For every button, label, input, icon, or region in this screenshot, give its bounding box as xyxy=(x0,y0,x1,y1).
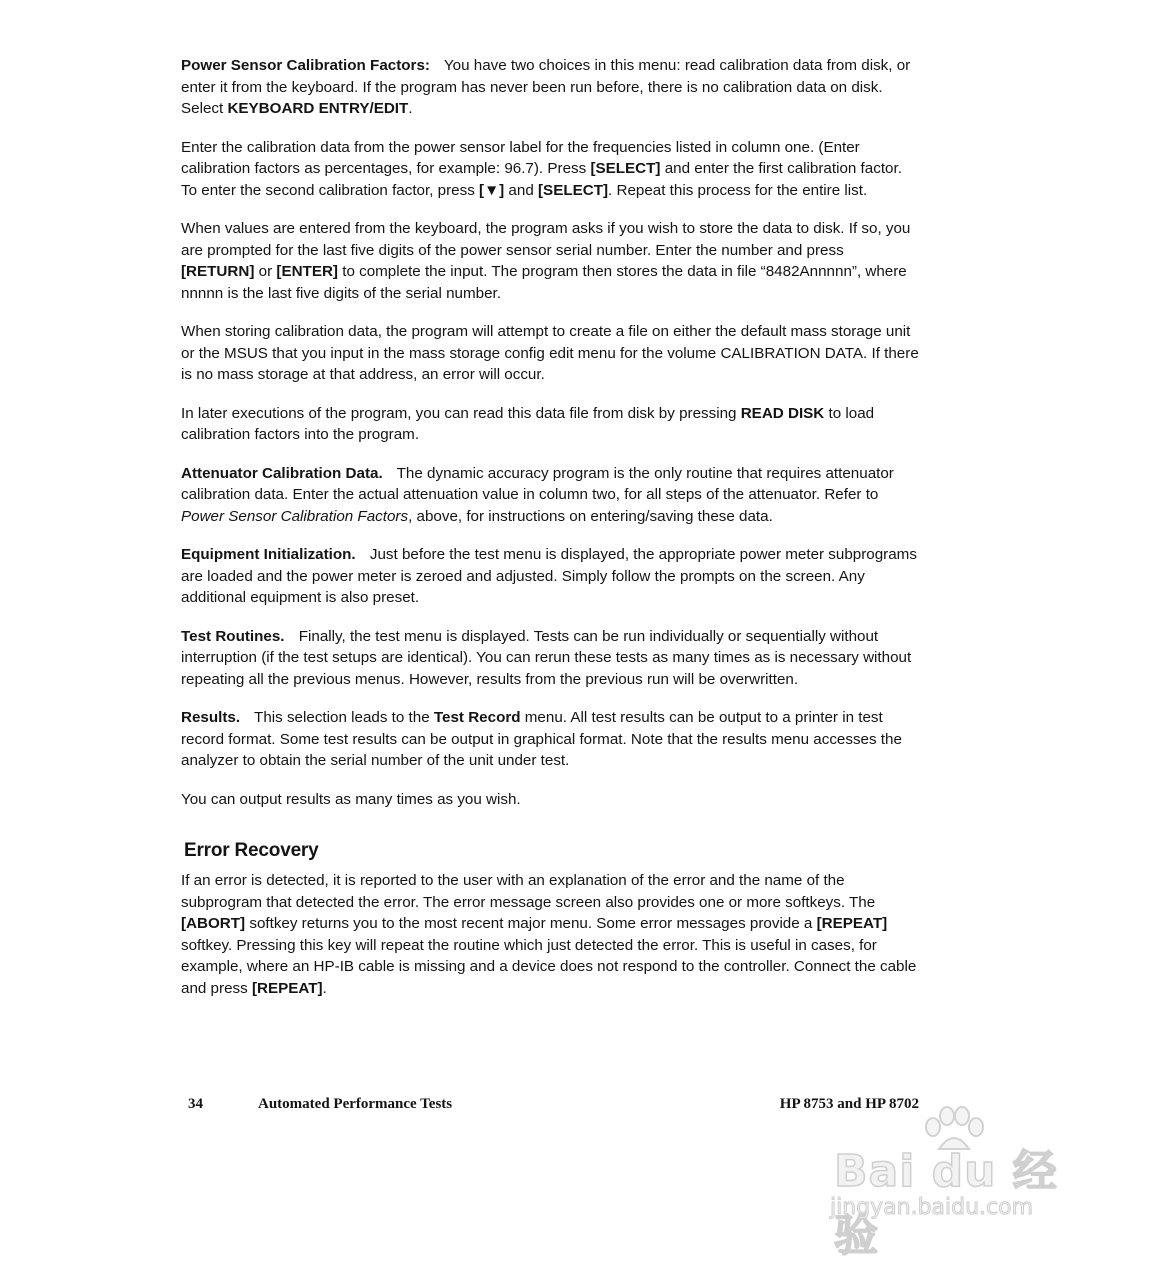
error-recovery-title: Error Recovery xyxy=(184,840,319,861)
page-number: 34 xyxy=(188,1096,203,1112)
results-heading: Results. xyxy=(181,709,241,726)
abort-key: [ABORT] xyxy=(181,915,246,932)
results-paragraph: Results. This selection leads to the Test Record menu. All test results can be output to a printer in test record format. Some test results can be output in graphical format. Note that the results menu accesses the analyzer to obtain the serial number of the unit under test. xyxy=(181,709,902,769)
keyboard-entry-key: KEYBOARD ENTRY/EDIT xyxy=(227,100,409,117)
equipment-paragraph: Equipment Initialization. Just before the test menu is displayed, the appropriate power meter subprograms are loaded and the power meter is zeroed and adjusted. Simply follow the prompts on the screen. Any additional equipment is also preset. xyxy=(181,546,917,606)
power-sensor-read-disk-paragraph: In later executions of the program, you can read this data file from disk by pressing READ DISK to load calibration factors into the program. xyxy=(181,404,875,443)
test-routines-heading: Test Routines. xyxy=(181,627,285,645)
return-key: [RETURN] xyxy=(181,263,255,280)
read-disk-key: READ DISK xyxy=(740,404,825,422)
equipment-heading: Equipment Initialization. xyxy=(181,546,356,563)
attenuator-paragraph: Attenuator Calibration Data. The dynamic accuracy program is the only routine that requires attenuator calibration data. Enter the actual attenuation value in column two, for all steps of the attenuator. Refer to Power Sensor Calibration Factors, above, for instructions on entering/saving these data. xyxy=(181,464,894,525)
footer-product: HP 8753 and HP 8702 xyxy=(779,1096,919,1112)
footer-section: Automated Performance Tests xyxy=(258,1096,453,1112)
select-key: [SELECT] xyxy=(590,160,661,177)
power-sensor-heading: Power Sensor Calibration Factors: xyxy=(181,57,430,74)
repeat-key: [REPEAT] xyxy=(816,915,888,932)
power-sensor-entry-paragraph: Enter the calibration data from the power sensor label for the frequencies listed in column one. (Enter calibration factors as percentages, for example: 96.7). Press [SELECT] and enter the first calibration factor. To enter the second calibration factor, press [▼] and [SELECT]. Repeat this process for the entire list. xyxy=(181,138,902,199)
power-sensor-reference: Power Sensor Calibration Factors xyxy=(181,507,409,525)
watermark-url: jingyan.baidu.com xyxy=(830,1195,1034,1220)
baidu-watermark xyxy=(826,1105,1096,1261)
select-key: [SELECT] xyxy=(538,181,609,199)
power-sensor-mass-storage-paragraph: When storing calibration data, the program will attempt to create a file on either the default mass storage unit or the MSUS that you input in the mass storage config edit menu for the volume CALIBRATION DATA. If there is no mass storage at that address, an error will occur. xyxy=(181,323,919,383)
results-output-paragraph: You can output results as many times as you wish. xyxy=(181,790,521,808)
test-routines-paragraph: Test Routines. Finally, the test menu is displayed. Tests can be run individually or sequentially without interruption (if the test setups are identical). You can rerun these tests as many times as is necessary without repeating all the previous menus. However, results from the previous run will be overwritten. xyxy=(181,627,912,688)
document-body xyxy=(181,55,919,1016)
repeat-key: [REPEAT] xyxy=(251,979,323,997)
power-sensor-intro: Power Sensor Calibration Factors: You have two choices in this menu: read calibration data from disk, or enter it from the keyboard. If the program has never been run before, there is no calibration data on disk. Select KEYBOARD ENTRY/EDIT. xyxy=(181,57,911,117)
power-sensor-store-paragraph: When values are entered from the keyboard, the program asks if you wish to store the data to disk. If so, you are prompted for the last five digits of the power sensor serial number. Enter the number and press [RETURN] or [ENTER] to complete the input. The program then stores the data in file “8482Annnnn”, where nnnnn is the last five digits of the serial number. xyxy=(181,220,911,302)
watermark-brand: Bai du 经验 xyxy=(834,1146,1058,1261)
enter-key: [ENTER] xyxy=(276,263,338,280)
test-record-key: Test Record xyxy=(433,709,521,726)
down-arrow-key: [▼] xyxy=(479,181,505,199)
attenuator-heading: Attenuator Calibration Data. xyxy=(181,464,383,482)
error-recovery-paragraph: If an error is detected, it is reported to the user with an explanation of the error and the name of the subprogram that detected the error. The error message screen also provides one or more softkeys. The [ABORT] softkey returns you to the most recent major menu. Some error messages provide a [REPEAT] softkey. Pressing this key will repeat the routine which just detected the error. This is useful in cases, for example, where an HP-IB cable is missing and a device does not respond to the controller. Connect the cable and press [REPEAT]. xyxy=(181,872,917,997)
